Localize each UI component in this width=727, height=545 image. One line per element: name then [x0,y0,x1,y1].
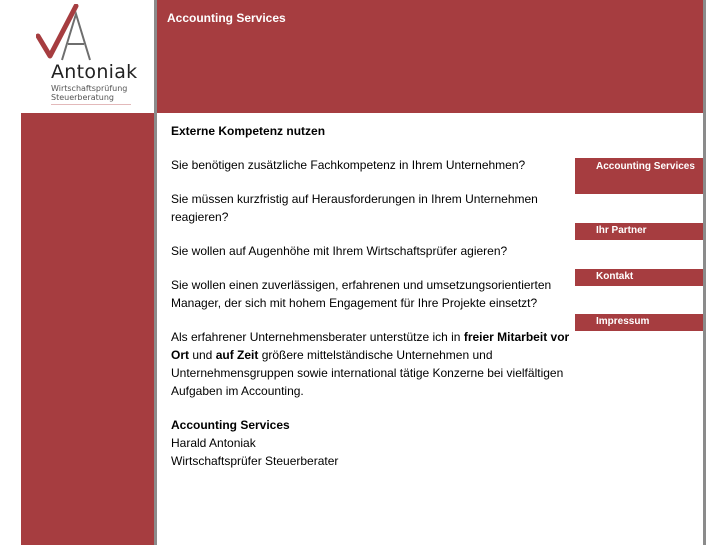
signature-title: Wirtschaftsprüfer Steuerberater [171,454,339,468]
content-heading: Externe Kompetenz nutzen [171,124,326,138]
page-title: Accounting Services [167,11,286,25]
question-1: Sie benötigen zusätzliche Fachkompetenz in Ihrem Unternehmen? [171,158,526,172]
right-column-divider [703,0,706,545]
logo-subtitle-line2: Steuerberatung [51,93,114,102]
logo-name: Antoniak [51,61,138,83]
signature-company [171,416,574,434]
main-content [171,122,574,470]
nav-item-impressum[interactable]: Impressum [575,314,703,331]
left-sidebar [21,113,154,545]
logo-va-icon [36,4,96,62]
logo-divider [51,104,131,105]
intro-paragraph [171,328,574,400]
left-column-divider [154,113,157,545]
question-4: Sie wollen einen zuverlässigen, erfahrenen und umsetzungsorientierten Manager, der sich mit hohem Engagement für Ihre Projekte einsetzt? [171,278,552,310]
question-3: Sie wollen auf Augenhöhe mit Ihrem Wirtschaftsprüfer agieren? [171,244,508,258]
header-banner [154,0,703,113]
signature-company-text: Accounting Services [171,418,290,432]
nav-item-accounting-services[interactable]: Accounting Services [575,158,703,194]
intro-text-2: und [189,348,216,362]
question-2: Sie müssen kurzfristig auf Herausforderungen in Ihrem Unternehmen reagieren? [171,192,538,224]
nav-item-ihr-partner[interactable]: Ihr Partner [575,223,703,240]
intro-text-1: Als erfahrener Unternehmensberater unterstütze ich in [171,330,464,344]
intro-bold-2: auf Zeit [215,348,259,362]
signature-name: Harald Antoniak [171,436,256,450]
logo[interactable] [21,0,154,113]
intro-bold-1: freier Mitarbeit vor Ort [171,330,570,362]
intro-text-3: größere mittelständische Unternehmen und Unternehmensgruppen sowie international tätige Konzerne bei vielfältigen Aufgaben im Accounting. [171,348,564,398]
logo-subtitle-line1: Wirtschaftsprüfung [51,84,128,93]
nav-item-kontakt[interactable]: Kontakt [575,269,703,286]
